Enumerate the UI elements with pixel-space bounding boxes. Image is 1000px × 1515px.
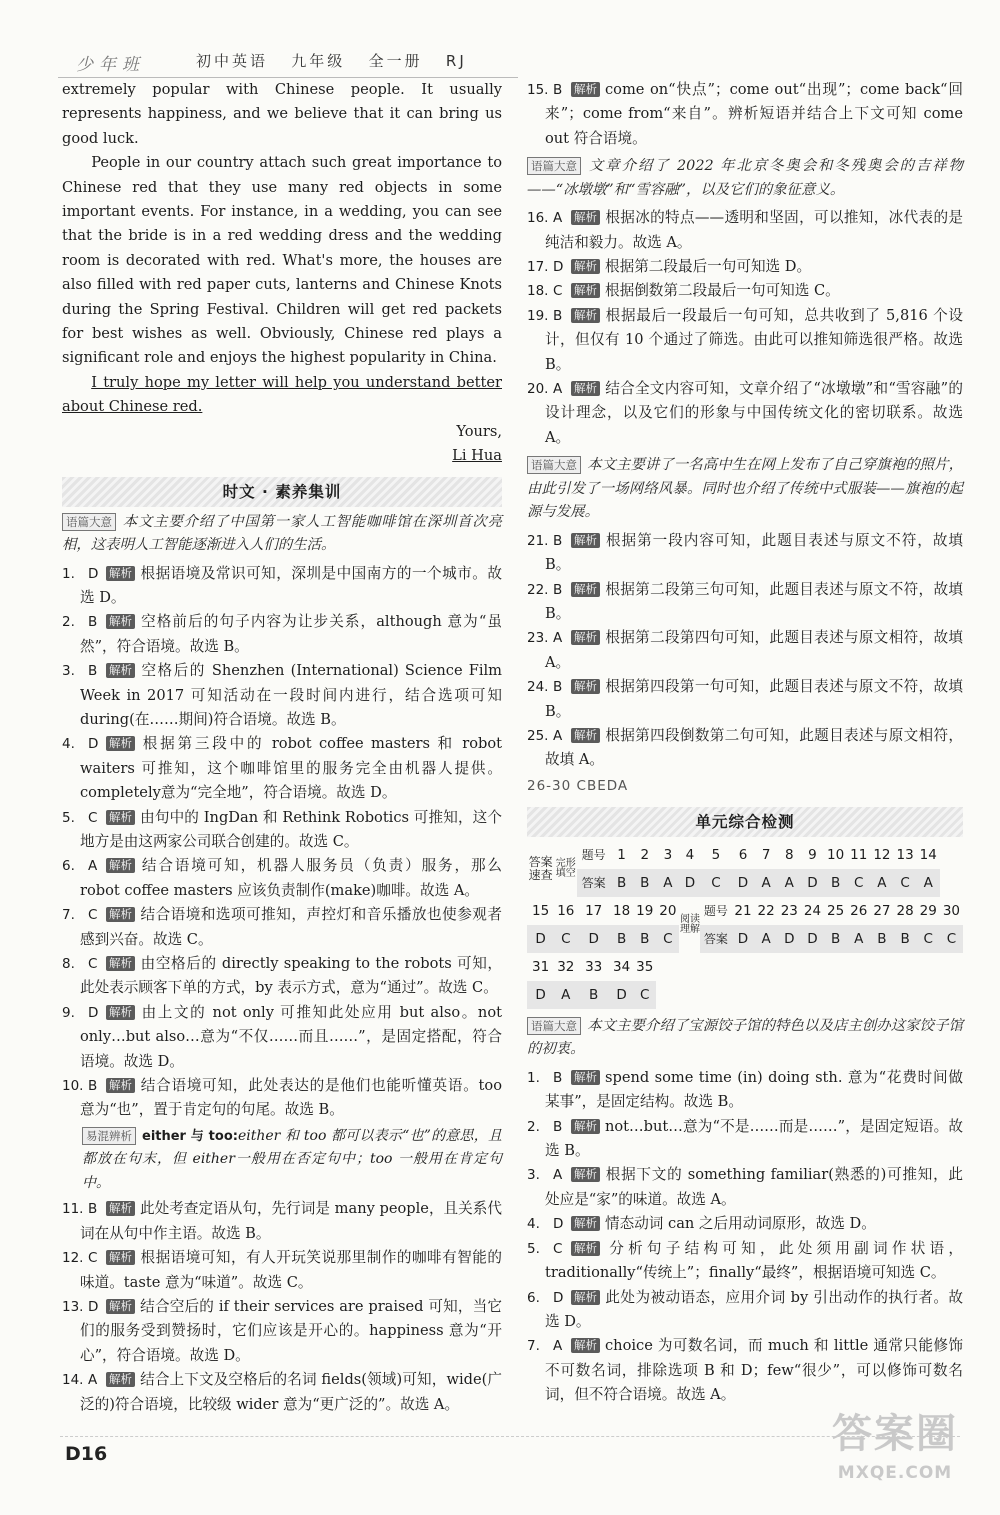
item-number: 14. xyxy=(62,1372,84,1389)
item-explanation: 根据第三段中的 robot coffee masters 和 robot waiters 可推知，这个咖啡馆里的服务完全由机器人提供。completely意为“完全地”，符合语境。故选 D。 xyxy=(80,735,502,802)
grid-question-number: 14 xyxy=(919,846,937,863)
grid-question-number: 23 xyxy=(780,902,798,919)
analysis-tag: 解析 xyxy=(571,308,600,323)
item-answer: D xyxy=(88,1004,99,1021)
analysis-tag: 解析 xyxy=(106,907,135,922)
grid-question-number: 4 xyxy=(685,846,695,863)
item-number: 1. xyxy=(527,1069,540,1086)
item-answer: B xyxy=(553,581,563,598)
confusion-note xyxy=(82,1125,502,1196)
item-explanation: 由句中的 IngDan 和 Rethink Robotics 可推知，这个地方是由这两家公司联合创建的。故选 C。 xyxy=(80,808,502,850)
brand-logo: 少年班 xyxy=(76,55,145,75)
grid-question-number: 10 xyxy=(827,846,845,863)
answer-grid xyxy=(527,841,963,1009)
item-number: 16. xyxy=(527,210,549,227)
grid-question-number: 2 xyxy=(640,846,650,863)
item-answer: A xyxy=(553,630,563,647)
grid-question-number: 3 xyxy=(663,846,673,863)
section-title-unit-test: 单元综合检测 xyxy=(527,807,963,837)
watermark-logo: 答案圈 xyxy=(832,1411,958,1457)
summary-badge: 语篇大意 xyxy=(62,513,116,531)
grid-answer-letter: C xyxy=(656,925,679,953)
answer-item xyxy=(527,1163,963,1212)
analysis-tag: 解析 xyxy=(571,533,600,548)
analysis-tag: 解析 xyxy=(571,82,600,97)
item-explanation: 空格前后的句子内容为让步关系，although 意为“虽然”，符合语境。故选 B。 xyxy=(80,613,502,655)
passage-summary xyxy=(527,454,963,525)
grid-question-number: 8 xyxy=(785,846,794,863)
answer-item xyxy=(527,724,963,773)
analysis-tag: 解析 xyxy=(571,1338,600,1353)
grid-label-quick-answers: 答案速查 xyxy=(528,854,553,882)
answer-item xyxy=(62,1368,502,1417)
item-number: 17. xyxy=(527,259,549,276)
grid-label-reading: 阅读理解 xyxy=(679,913,700,935)
item-explanation: 空格后的 Shenzhen (International) Science Film Week in 2017 可知活动在一段时间内进行，结合选项可知 during(在……期间)符合语境。故选 B。 xyxy=(80,662,502,728)
note-head: either 与 too: xyxy=(142,1128,238,1144)
item-answer: C xyxy=(553,283,563,300)
grid-question-number: 6 xyxy=(738,846,748,863)
summary-badge: 语篇大意 xyxy=(527,157,581,175)
grid-question-number: 25 xyxy=(827,902,845,919)
grid-answer-letter: A xyxy=(917,869,940,897)
item-explanation: 根据第四段第一句可知，此题目表述与原文不符，故填 B。 xyxy=(545,678,963,720)
answer-item xyxy=(527,1115,963,1164)
item-explanation: choice 为可数名词，而 much 和 little 通常只能修饰不可数名词，排除选项 B 和 D；few“很少”，可以修饰可数名词，但不符合语境。故选 A。 xyxy=(545,1337,963,1404)
section-title-reading: 时文 · 素养集训 xyxy=(62,477,502,507)
item-explanation: 根据语境及常识可知，深圳是中国南方的一个城市。故选 D。 xyxy=(80,564,502,606)
item-explanation: 根据第四段倒数第二句可知，此题目表述与原文相符，故填 A。 xyxy=(545,727,963,769)
grid-answer-letter: B xyxy=(633,869,656,897)
analysis-tag: 解析 xyxy=(571,1290,600,1305)
answer-item xyxy=(62,732,502,805)
analysis-tag: 解析 xyxy=(571,1216,600,1231)
item-answer: A xyxy=(553,1338,563,1355)
item-explanation: 由上文的 not only 可推知此处应用 but also。not only…but also…意为“不仅……而且……”，是固定搭配，符合语境。故选 D。 xyxy=(80,1003,502,1070)
grid-question-number: 28 xyxy=(896,902,914,919)
item-answer: B xyxy=(553,532,563,549)
item-answer: A xyxy=(88,1372,98,1389)
answer-item xyxy=(62,1197,502,1246)
analysis-tag: 解析 xyxy=(106,1005,135,1020)
item-explanation: not…but…意为“不是……而是……”，是固定短语。故选 B。 xyxy=(545,1117,963,1160)
answer-item xyxy=(527,1286,963,1335)
summary-badge: 语篇大意 xyxy=(527,456,581,474)
grid-answer-letter: A xyxy=(778,869,801,897)
item-number: 22. xyxy=(527,581,549,598)
grid-answer-letter: D xyxy=(801,869,824,897)
answer-item xyxy=(527,255,963,279)
item-explanation: 结合语境可知，此处表达的是他们也能听懂英语。too 意为“也”，置于肯定句的句尾。故选 B。 xyxy=(80,1077,502,1119)
grid-answer-letter: B xyxy=(824,925,847,953)
item-answer: B xyxy=(88,614,98,631)
letter-closing: Yours, xyxy=(456,422,502,440)
analysis-tag: 解析 xyxy=(106,736,135,751)
answer-item xyxy=(527,1066,963,1115)
grid-question-label: 题号 xyxy=(581,848,606,863)
grid-label-cloze: 完形填空 xyxy=(555,857,576,879)
passage-summary xyxy=(62,511,502,558)
answer-list xyxy=(527,206,963,450)
item-number: 15. xyxy=(527,82,549,98)
item-explanation: 根据倒数第二段最后一句可知选 C。 xyxy=(605,282,840,300)
answer-item xyxy=(527,529,963,578)
answer-item xyxy=(62,562,502,611)
analysis-tag: 解析 xyxy=(571,630,600,645)
answer-item xyxy=(62,854,502,903)
grid-answer-letter: A xyxy=(755,869,778,897)
item-explanation: 结合全文内容可知，文章介绍了“冰墩墩”和“雪容融”的设计理念，以及它们的形象与中国传统文化的密切联系。故选 A。 xyxy=(545,380,963,446)
summary-text: 文章介绍了 2022 年北京冬奥会和冬残奥会的吉祥物——“冰墩墩”和“雪容融”，以及它们的象征意义。 xyxy=(527,158,963,198)
summary-text: 本文主要介绍了中国第一家人工智能咖啡馆在深圳首次亮相，这表明人工智能逐渐进入人们的生活。 xyxy=(62,513,502,553)
item-answer: C xyxy=(88,956,98,972)
analysis-tag: 解析 xyxy=(106,566,135,581)
item-number: 24. xyxy=(527,679,549,696)
grid-question-number: 20 xyxy=(659,902,677,919)
item-number: 19. xyxy=(527,307,549,324)
item-number: 2. xyxy=(527,1118,540,1135)
grid-answer-label: 答案 xyxy=(577,869,610,897)
item-number: 2. xyxy=(62,614,75,631)
item-explanation: 由空格后的 directly speaking to the robots 可知，此处表示顾客下单的方式，by 表示方式，意为“通过”。故选 C。 xyxy=(80,955,502,997)
grid-answer-letter: A xyxy=(554,981,577,1009)
grid-answer-letter: C xyxy=(700,869,731,897)
analysis-tag: 解析 xyxy=(571,1119,600,1134)
summary-text: 本文主要讲了一名高中生在网上发布了自己穿旗袍的照片，由此引发了一场网络风暴。同时也介绍了传统中式服装——旗袍的起源与发展。 xyxy=(527,457,963,521)
grid-question-number: 30 xyxy=(942,902,960,919)
passage-summary xyxy=(527,1015,963,1062)
answer-item xyxy=(62,1001,502,1074)
item-number: 6. xyxy=(62,858,75,875)
item-number: 9. xyxy=(62,1004,75,1021)
item-answer: D xyxy=(88,736,99,753)
grid-answer-letter: D xyxy=(801,925,824,953)
item-answer: B xyxy=(553,679,563,696)
watermark xyxy=(820,1405,970,1505)
answer-item xyxy=(62,806,502,855)
answer-item xyxy=(527,377,963,450)
item-answer: B xyxy=(553,1118,563,1135)
grid-answer-letter: B xyxy=(610,925,633,953)
grid-question-number: 13 xyxy=(896,846,914,863)
answer-item xyxy=(527,304,963,377)
grid-question-number: 21 xyxy=(734,902,752,919)
grid-answer-letter: C xyxy=(894,869,917,897)
answer-item xyxy=(527,1334,963,1407)
grid-question-number: 1 xyxy=(617,846,626,863)
item-answer: A xyxy=(553,1167,563,1184)
page-header xyxy=(58,44,518,78)
item-explanation: 根据冰的特点——透明和坚固，可以推知，冰代表的是纯洁和毅力。故选 A。 xyxy=(545,209,963,251)
grid-answer-letter: A xyxy=(755,925,778,953)
item-explanation: 结合语境可知，机器人服务员（负责）服务，那么 robot coffee masters 应该负责制作(make)咖啡。故选 A。 xyxy=(80,857,502,899)
answer-list xyxy=(62,1197,502,1417)
item-number: 21. xyxy=(527,532,549,549)
item-answer: A xyxy=(88,858,98,875)
item-number: 5. xyxy=(62,809,75,826)
grid-question-number: 19 xyxy=(636,902,654,919)
item-explanation: 根据第一段内容可知，此题目表述与原文不符，故填 B。 xyxy=(545,531,963,574)
item-explanation: 结合语境和选项可推知，声控灯和音乐播放也使参观者感到兴奋。故选 C。 xyxy=(80,906,502,948)
item-number: 7. xyxy=(527,1338,540,1355)
answer-item xyxy=(62,610,502,659)
page-number: D16 xyxy=(65,1443,108,1465)
grid-answer-letter: D xyxy=(778,925,801,953)
analysis-tag: 解析 xyxy=(106,1078,135,1093)
grid-answer-letter: D xyxy=(679,869,700,897)
item-answer: A xyxy=(553,381,563,398)
answer-item xyxy=(527,78,963,151)
answer-range-26-30: 26-30 CBEDA xyxy=(527,777,629,794)
item-explanation: 此处考查定语从句，先行词是 many people，且关系代词在从句中作主语。故选 B。 xyxy=(80,1200,502,1242)
item-number: 3. xyxy=(62,663,75,680)
item-number: 3. xyxy=(527,1167,540,1184)
item-number: 1. xyxy=(62,565,75,582)
answer-list xyxy=(62,562,502,1123)
answer-list xyxy=(527,1066,963,1408)
answer-item xyxy=(62,1246,502,1295)
item-explanation: 结合空后的 if their services are praised 可知，当它们的服务受到赞扬时，它们应该是开心的。happiness 意为“开心”，符合语境。故选 D。 xyxy=(80,1297,502,1364)
answer-item xyxy=(62,1074,502,1123)
passage-summary xyxy=(527,155,963,202)
grid-question-number: 34 xyxy=(612,958,631,975)
item-number: 6. xyxy=(527,1289,540,1306)
item-answer: D xyxy=(553,1216,564,1233)
answer-item xyxy=(527,206,963,255)
analysis-tag: 解析 xyxy=(106,1250,135,1265)
grid-question-number: 24 xyxy=(803,902,822,919)
item-answer: B xyxy=(553,307,563,324)
item-explanation: 结合上下文及空格后的名词 fields(领域)可知，wide(广泛的)符合语境，比较级 wider 意为“更广泛的”。故选 A。 xyxy=(80,1371,502,1413)
analysis-tag: 解析 xyxy=(571,582,600,597)
series-info: 初中英语 九年级 全一册 RJ xyxy=(196,52,467,70)
grid-answer-letter: B xyxy=(577,981,610,1009)
grid-question-number: 35 xyxy=(636,958,654,975)
answer-item xyxy=(62,1295,502,1368)
analysis-tag: 解析 xyxy=(571,283,600,298)
answer-list xyxy=(527,78,963,151)
grid-question-number: 18 xyxy=(612,902,631,919)
item-explanation: 情态动词 can 之后用动词原形，故选 D。 xyxy=(605,1215,876,1233)
grid-question-number: 12 xyxy=(873,846,891,863)
grid-question-number: 29 xyxy=(919,902,937,919)
grid-question-label: 题号 xyxy=(703,904,728,919)
summary-text: 本文主要介绍了宝源饺子馆的特色以及店主创办这家饺子馆的初衷。 xyxy=(527,1017,963,1058)
analysis-tag: 解析 xyxy=(571,1070,600,1085)
grid-answer-letter: C xyxy=(917,925,940,953)
item-answer: D xyxy=(88,1298,99,1315)
grid-answer-label: 答案 xyxy=(700,925,731,953)
item-explanation: 根据第二段最后一句可知选 D。 xyxy=(605,258,812,276)
item-explanation: come on“快点”；come out“出现”；come back“回来”；come from“来自”。辨析短语并结合上下文可知 come out 符合语境。 xyxy=(545,81,963,147)
grid-answer-letter: D xyxy=(527,925,554,953)
item-number: 11. xyxy=(62,1201,84,1218)
grid-question-number: 11 xyxy=(850,846,868,863)
watermark-url: MXQE.COM xyxy=(837,1463,953,1483)
answer-item xyxy=(62,659,502,732)
letter-signature: Li Hua xyxy=(452,447,502,465)
grid-answer-letter: D xyxy=(577,925,610,953)
grid-question-number: 17 xyxy=(585,902,603,919)
grid-answer-letter: A xyxy=(656,869,679,897)
answer-item xyxy=(527,1212,963,1236)
analysis-tag: 解析 xyxy=(106,663,135,678)
note-text: either 和 too 都可以表示“也”的意思，且都放在句末，但 either一般用在否定句中；too 一般用在肯定句中。 xyxy=(82,1127,502,1191)
summary-badge: 语篇大意 xyxy=(527,1017,581,1035)
answer-item xyxy=(527,626,963,675)
grid-answer-letter: B xyxy=(824,869,847,897)
grid-answer-letter: B xyxy=(894,925,917,953)
analysis-tag: 解析 xyxy=(571,1241,600,1256)
grid-answer-letter: B xyxy=(870,925,893,953)
grid-question-number: 32 xyxy=(557,958,575,975)
grid-question-number: 15 xyxy=(532,902,550,919)
item-answer: D xyxy=(88,565,99,582)
item-number: 4. xyxy=(527,1216,540,1233)
item-answer: B xyxy=(88,1201,98,1218)
item-answer: B xyxy=(553,82,563,98)
item-number: 18. xyxy=(527,283,549,300)
answer-list xyxy=(527,529,963,773)
item-explanation: 根据第二段第三句可知，此题目表述与原文不符，故填 B。 xyxy=(545,580,963,622)
answer-item xyxy=(527,578,963,627)
analysis-tag: 解析 xyxy=(106,1372,135,1387)
analysis-tag: 解析 xyxy=(571,728,600,743)
letter-paragraph-1: extremely popular with Chinese people. It usually represents happiness, and we believe that it can bring us good luck. xyxy=(62,81,502,147)
item-number: 13. xyxy=(62,1298,84,1315)
grid-question-number: 5 xyxy=(711,846,721,863)
item-answer: C xyxy=(88,1250,98,1267)
grid-question-number: 9 xyxy=(808,846,817,863)
analysis-tag: 解析 xyxy=(571,259,600,274)
analysis-tag: 解析 xyxy=(106,810,135,825)
analysis-tag: 解析 xyxy=(106,1299,135,1314)
grid-answer-letter: B xyxy=(610,869,633,897)
analysis-tag: 解析 xyxy=(106,614,135,629)
analysis-tag: 解析 xyxy=(106,858,135,873)
right-column xyxy=(527,78,963,1408)
item-number: 25. xyxy=(527,728,549,745)
analysis-tag: 解析 xyxy=(571,210,600,225)
item-explanation: 根据第二段第四句可知，此题目表述与原文相符，故填 A。 xyxy=(545,629,963,671)
grid-answer-letter: C xyxy=(554,925,577,953)
analysis-tag: 解析 xyxy=(571,381,600,396)
item-answer: C xyxy=(88,907,98,924)
grid-question-number: 16 xyxy=(557,902,575,919)
grid-answer-letter: A xyxy=(847,925,870,953)
item-number: 20. xyxy=(527,381,549,398)
analysis-tag: 解析 xyxy=(106,1201,135,1216)
left-column xyxy=(62,78,502,1417)
letter-paragraph-2: People in our country attach such great importance to Chinese red that they use many red objects in some important events. For instance, in a wedding, you can see that the bride is in a red wedding dress and the wedding room is decorated with red. What's more, the houses are also filled with red paper cuts, lanterns and Chinese Knots during the Spring Festival. Children will get red packets for best wishes as well. Obviously, Chinese red plays a significant role and enjoys the highest popularity in China. xyxy=(62,154,502,367)
item-number: 12. xyxy=(62,1250,84,1267)
item-number: 23. xyxy=(527,630,549,647)
item-explanation: 根据语境可知，有人开玩笑说那里制作的咖啡有智能的味道。taste 意为“味道”。故选 C。 xyxy=(80,1249,502,1291)
grid-answer-letter: B xyxy=(633,925,656,953)
answer-item xyxy=(62,952,502,1001)
grid-question-number: 33 xyxy=(585,958,603,975)
grid-answer-letter: D xyxy=(731,869,754,897)
letter-paragraph-3: I truly hope my letter will help you understand better about Chinese red. xyxy=(62,373,502,416)
item-explanation: spend some time (in) doing sth. 意为“花费时间做某事”，是固定结构。故选 B。 xyxy=(545,1068,963,1111)
item-answer: C xyxy=(553,1240,563,1257)
grid-answer-letter: D xyxy=(610,981,633,1009)
item-answer: C xyxy=(88,809,98,826)
answer-item xyxy=(62,903,502,952)
grid-answer-letter: C xyxy=(633,981,656,1009)
item-answer: B xyxy=(88,663,98,680)
item-number: 7. xyxy=(62,907,75,924)
grid-answer-letter: A xyxy=(870,869,893,897)
item-number: 10. xyxy=(62,1078,84,1095)
item-answer: D xyxy=(553,259,564,276)
analysis-tag: 解析 xyxy=(106,956,135,971)
grid-question-number: 26 xyxy=(850,902,868,919)
answer-item xyxy=(527,1237,963,1286)
note-badge: 易混辨析 xyxy=(82,1127,136,1145)
item-explanation: 分析句子结构可知，此处须用副词作状语，traditionally“传统上”；finally“最终”，根据语境可知选 C。 xyxy=(545,1239,963,1282)
item-answer: A xyxy=(553,210,563,227)
analysis-tag: 解析 xyxy=(571,679,600,694)
grid-answer-letter: C xyxy=(847,869,870,897)
grid-answer-letter: C xyxy=(940,925,963,953)
item-answer: D xyxy=(553,1289,564,1306)
item-number: 4. xyxy=(62,736,75,753)
item-answer: B xyxy=(88,1078,98,1095)
grid-question-number: 7 xyxy=(761,846,771,863)
grid-question-number: 27 xyxy=(873,902,891,919)
grid-question-number: 22 xyxy=(757,902,775,919)
grid-question-number: 31 xyxy=(532,958,550,975)
item-answer: B xyxy=(553,1069,563,1086)
answer-item xyxy=(527,279,963,303)
item-explanation: 此处为被动语态，应用介词 by 引出动作的执行者。故选 D。 xyxy=(545,1288,963,1330)
grid-answer-letter: D xyxy=(731,925,754,953)
item-explanation: 根据最后一段最后一句可知，总共收到了 5,816 个设计，但仅有 10 个通过了筛选。由此可以推知筛选很严格。故选 B。 xyxy=(545,306,963,373)
analysis-tag: 解析 xyxy=(571,1167,600,1182)
item-explanation: 根据下文的 something familiar(熟悉的)可推知，此处应是“家”的味道。故选 A。 xyxy=(545,1166,963,1208)
answer-item xyxy=(527,675,963,724)
item-answer: A xyxy=(553,728,563,745)
grid-answer-letter: D xyxy=(527,981,554,1009)
item-number: 8. xyxy=(62,956,75,972)
item-number: 5. xyxy=(527,1240,540,1257)
